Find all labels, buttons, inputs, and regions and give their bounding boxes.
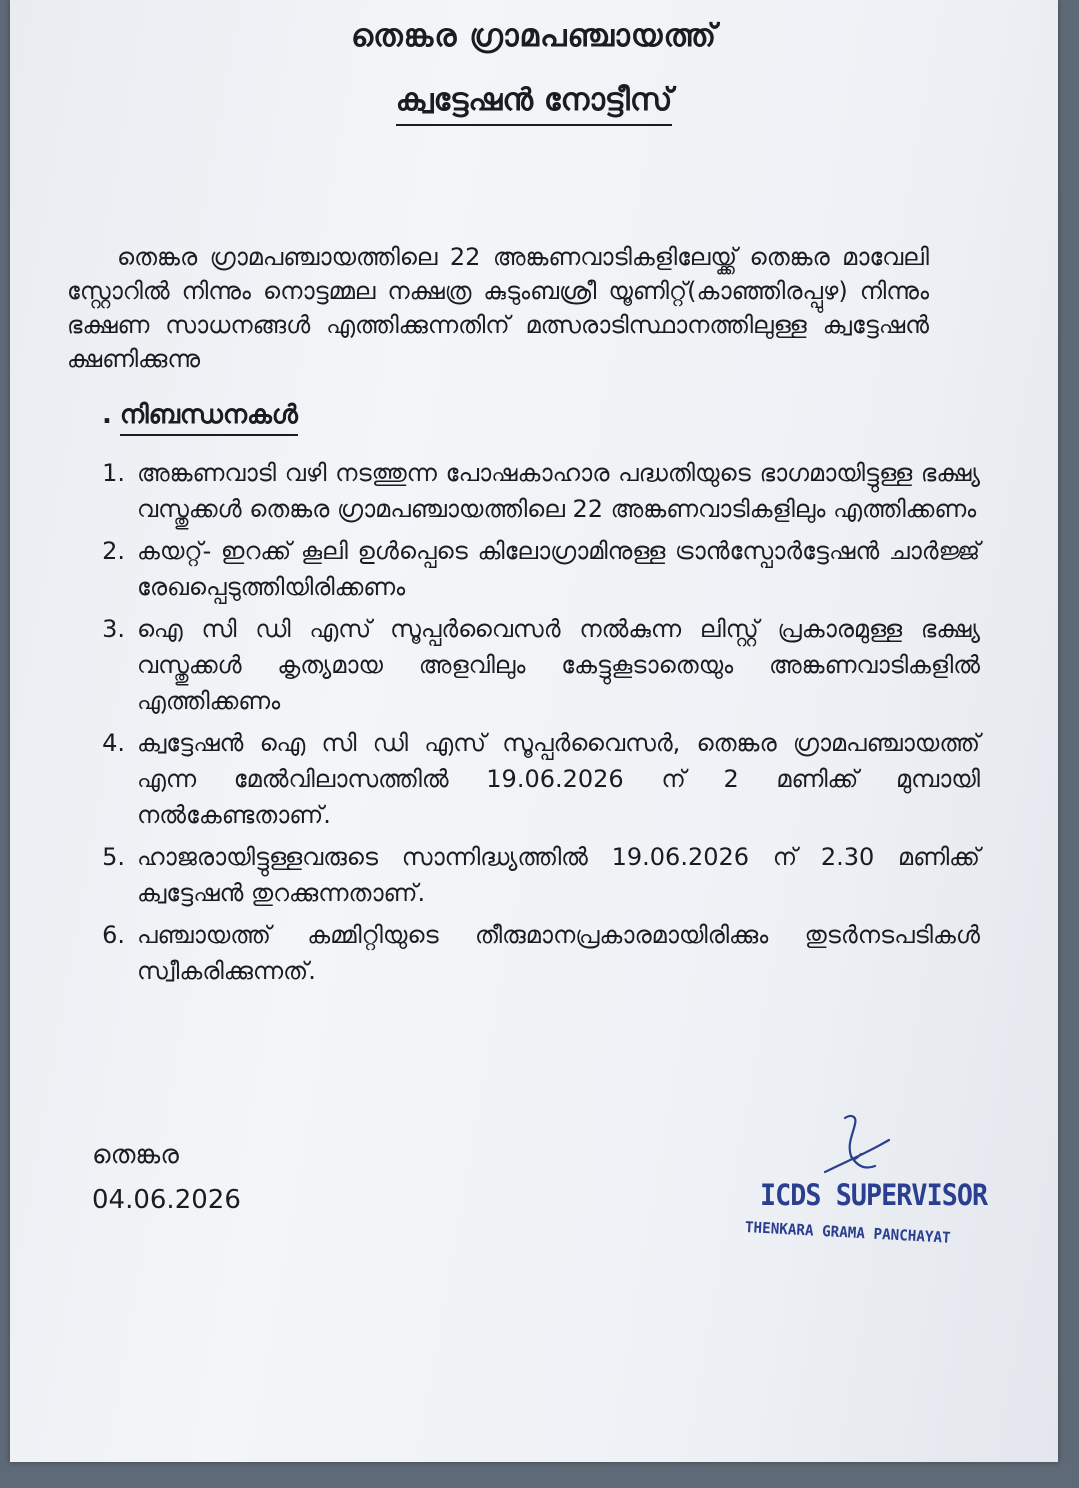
condition-text: ക്വട്ടേഷൻ ഐ സി ഡി എസ് സൂപ്പർവൈസർ, തെങ്കര ഗ്രാമപഞ്ചായത്ത് എന്ന മേൽവിലാസത്തിൽ 19.06.2026 ന് 2 മണിക്ക് മുമ്പായി നൽകേണ്ടതാണ്. bbox=[137, 729, 980, 829]
stamp-organization: THENKARA GRAMA PANCHAYAT bbox=[744, 1218, 952, 1247]
condition-item bbox=[85, 455, 980, 527]
condition-text: പഞ്ചായത്ത് കമ്മിറ്റിയുടെ തീരുമാനപ്രകാരമായിരിക്കും തുടർനടപടികൾ സ്വീകരിക്കുന്നത്. bbox=[137, 921, 980, 985]
signature-icon bbox=[805, 1110, 895, 1185]
supervisor-stamp bbox=[735, 1110, 995, 1250]
conditions-list bbox=[85, 455, 980, 995]
notice-subtitle bbox=[10, 82, 1058, 119]
conditions-heading-label: നിബന്ധനകൾ bbox=[120, 400, 298, 436]
condition-number: 4. bbox=[102, 729, 125, 757]
condition-number: 3. bbox=[102, 615, 125, 643]
condition-item bbox=[85, 917, 980, 989]
condition-item bbox=[85, 839, 980, 911]
stamp-role: ICDS SUPERVISOR bbox=[760, 1178, 988, 1212]
notice-date: 04.06.2026 bbox=[92, 1185, 241, 1215]
heading-bullet: . bbox=[102, 400, 112, 430]
condition-item bbox=[85, 611, 980, 719]
condition-number: 1. bbox=[102, 459, 125, 487]
notice-subtitle-text: ക്വട്ടേഷൻ നോട്ടീസ് bbox=[396, 82, 673, 126]
condition-item bbox=[85, 725, 980, 833]
condition-item bbox=[85, 533, 980, 605]
place-label: തെങ്കര bbox=[92, 1140, 179, 1170]
condition-text: ഹാജരായിട്ടുള്ളവരുടെ സാന്നിദ്ധ്യത്തിൽ 19.06.2026 ന് 2.30 മണിക്ക് ക്വട്ടേഷൻ തുറക്കുന്നതാണ്. bbox=[137, 843, 980, 907]
condition-number: 5. bbox=[102, 843, 125, 871]
condition-text: കയറ്റ്- ഇറക്ക് കൂലി ഉൾപ്പെടെ കിലോഗ്രാമിനുള്ള ട്രാൻസ്പോർട്ടേഷൻ ചാർജ്ജ് രേഖപ്പെടുത്തിയിരിക്കണം bbox=[137, 537, 980, 601]
conditions-heading bbox=[102, 400, 298, 431]
condition-number: 2. bbox=[102, 537, 125, 565]
page-title: തെങ്കര ഗ്രാമപഞ്ചായത്ത് bbox=[350, 18, 718, 54]
condition-text: അങ്കണവാടി വഴി നടത്തുന്ന പോഷകാഹാര പദ്ധതിയുടെ ഭാഗമായിട്ടുള്ള ഭക്ഷ്യ വസ്തുക്കൾ തെങ്കര ഗ്രാമപഞ്ചായത്തിലെ 22 അങ്കണവാടികളിലും എത്തിക്കണം bbox=[137, 459, 980, 523]
intro-paragraph: തെങ്കര ഗ്രാമപഞ്ചായത്തിലെ 22 അങ്കണവാടികളിലേയ്ക്ക് തെങ്കര മാവേലി സ്റ്റോറിൽ നിന്നും നൊട്ടമ്മല നക്ഷത്ര കുടുംബശ്രീ യൂണിറ്റ്(കാഞ്ഞിരപ്പുഴ) നിന്നും ഭക്ഷണ സാധനങ്ങൾ എത്തിക്കുന്നതിന് മത്സരാടിസ്ഥാനത്തിലുള്ള ക്വട്ടേഷൻ ക്ഷണിക്കുന്നു bbox=[67, 243, 929, 373]
condition-number: 6. bbox=[102, 921, 125, 949]
condition-text: ഐ സി ഡി എസ് സൂപ്പർവൈസർ നൽകുന്ന ലിസ്റ്റ് പ്രകാരമുള്ള ഭക്ഷ്യ വസ്തുക്കൾ കൃത്യമായ അളവിലും കേട്ടുകൂടാതെയും അങ്കണവാടികളിൽ എത്തിക്കണം bbox=[137, 615, 980, 715]
notice-paper bbox=[10, 0, 1058, 1462]
